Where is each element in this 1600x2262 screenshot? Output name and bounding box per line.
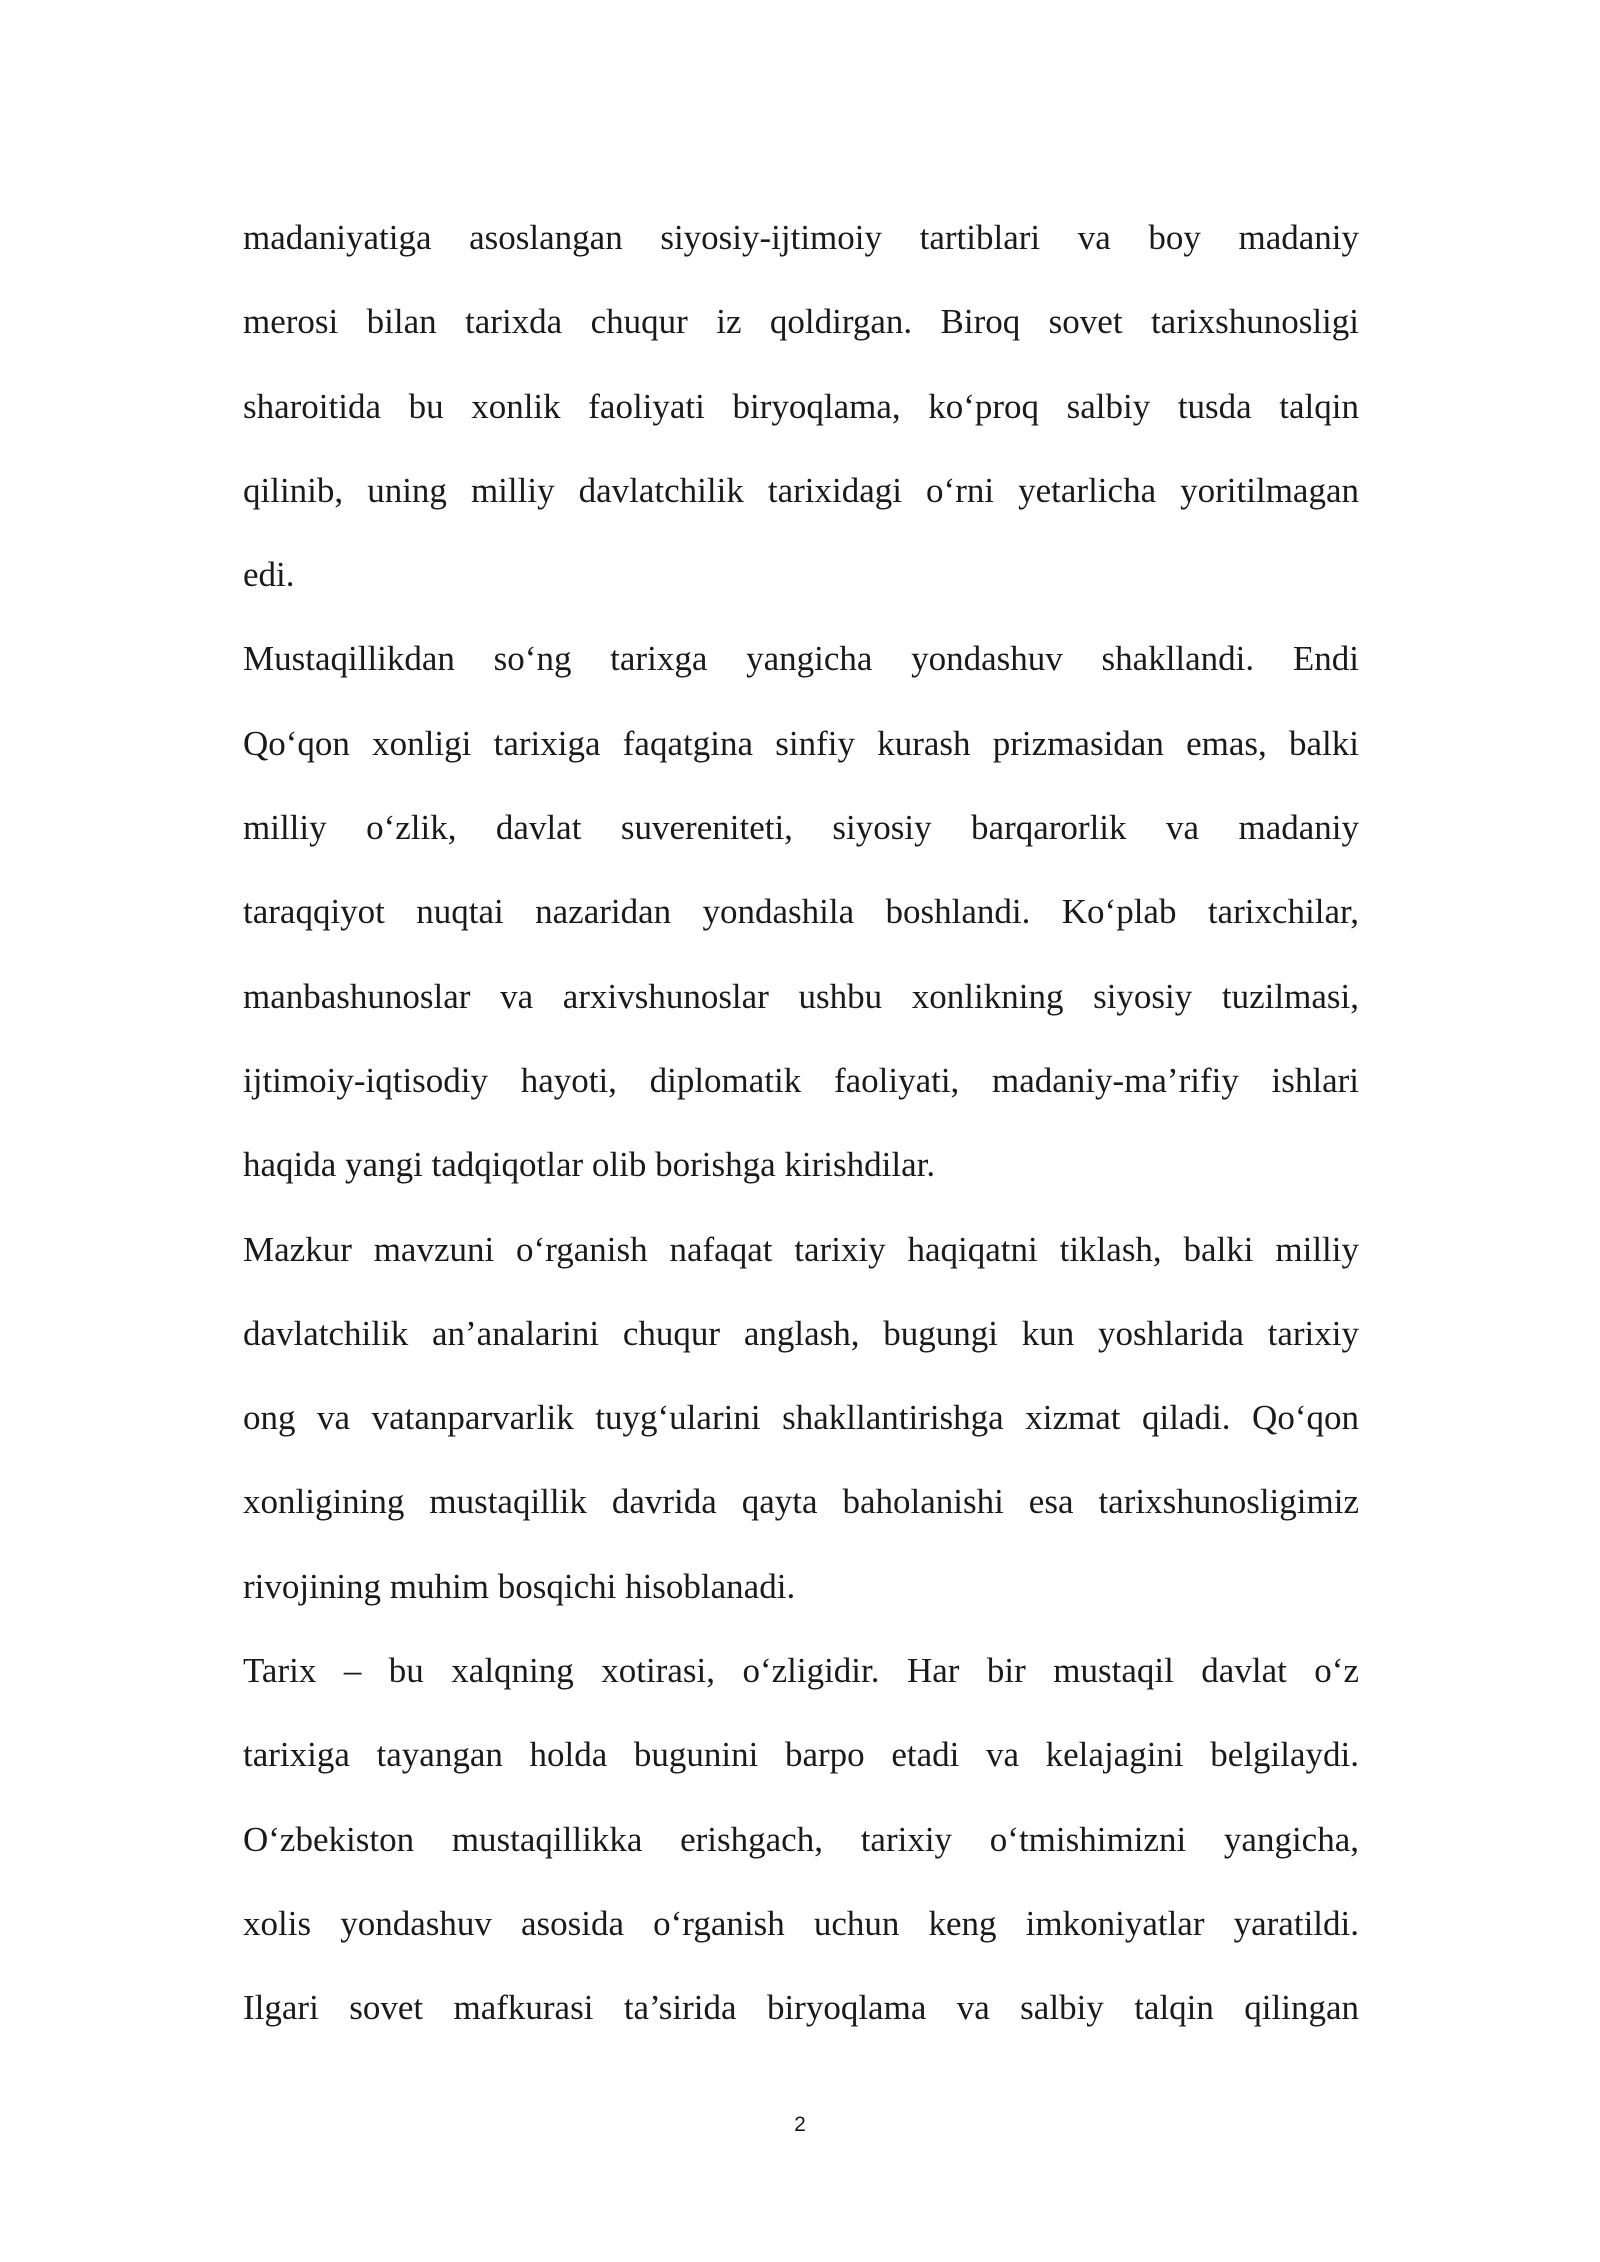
text-line: qilinib, uning milliy davlatchilik tarixidagi o‘rni yetarlicha yoritilmagan <box>243 470 1359 510</box>
paragraph-3 <box>243 1217 1359 1638</box>
text-line: Mustaqillikdan so‘ng tarixga yangicha yondashuv shakllandi. Endi <box>243 639 1359 679</box>
text-line: edi. <box>243 555 295 595</box>
text-line: ong va vatanparvarlik tuyg‘ularini shakllantirishga xizmat qiladi. Qo‘qon <box>243 1398 1359 1438</box>
text-line: xonligining mustaqillik davrida qayta baholanishi esa tarixshunosligimiz <box>243 1482 1359 1522</box>
text-line: merosi bilan tarixda chuqur iz qoldirgan. Biroq sovet tarixshunosligi <box>243 302 1359 342</box>
text-line: O‘zbekiston mustaqillikka erishgach, tarixiy o‘tmishimizni yangicha, <box>243 1819 1359 1859</box>
text-line: tarixiga tayangan holda bugunini barpo etadi va kelajagini belgilaydi. <box>243 1735 1359 1775</box>
paragraph-1 <box>243 205 1359 626</box>
text-line: xolis yondashuv asosida o‘rganish uchun keng imkoniyatlar yaratildi. <box>243 1903 1359 1943</box>
page-number: 2 <box>794 2113 806 2136</box>
text-line: Mazkur mavzuni o‘rganish nafaqat tarixiy haqiqatni tiklash, balki milliy <box>243 1229 1359 1269</box>
text-line: Qo‘qon xonligi tarixiga faqatgina sinfiy kurash prizmasidan emas, balki <box>243 723 1359 763</box>
document-body <box>243 205 1359 2060</box>
text-line: manbashunoslar va arxivshunoslar ushbu xonlikning siyosiy tuzilmasi, <box>243 976 1359 1016</box>
paragraph-4 <box>243 1638 1359 2059</box>
text-line: haqida yangi tadqiqotlar olib borishga kirishdilar. <box>243 1145 936 1185</box>
text-line: ijtimoiy-iqtisodiy hayoti, diplomatik faoliyati, madaniy-ma’rifiy ishlari <box>243 1060 1359 1100</box>
text-line: sharoitida bu xonlik faoliyati biryoqlama, ko‘proq salbiy tusda talqin <box>243 386 1359 426</box>
text-line: milliy o‘zlik, davlat suvereniteti, siyosiy barqarorlik va madaniy <box>243 808 1359 848</box>
text-line: taraqqiyot nuqtai nazaridan yondashila boshlandi. Ko‘plab tarixchilar, <box>243 892 1359 932</box>
text-line: Ilgari sovet mafkurasi ta’sirida biryoqlama va salbiy talqin qilingan <box>243 1988 1359 2028</box>
text-line: davlatchilik an’analarini chuqur anglash, bugungi kun yoshlarida tarixiy <box>243 1313 1359 1353</box>
text-line: Tarix – bu xalqning xotirasi, o‘zligidir. Har bir mustaqil davlat o‘z <box>243 1651 1359 1691</box>
paragraph-2 <box>243 626 1359 1216</box>
text-line: madaniyatiga asoslangan siyosiy-ijtimoiy tartiblari va boy madaniy <box>243 218 1359 257</box>
text-line: rivojining muhim bosqichi hisoblanadi. <box>243 1566 796 1606</box>
